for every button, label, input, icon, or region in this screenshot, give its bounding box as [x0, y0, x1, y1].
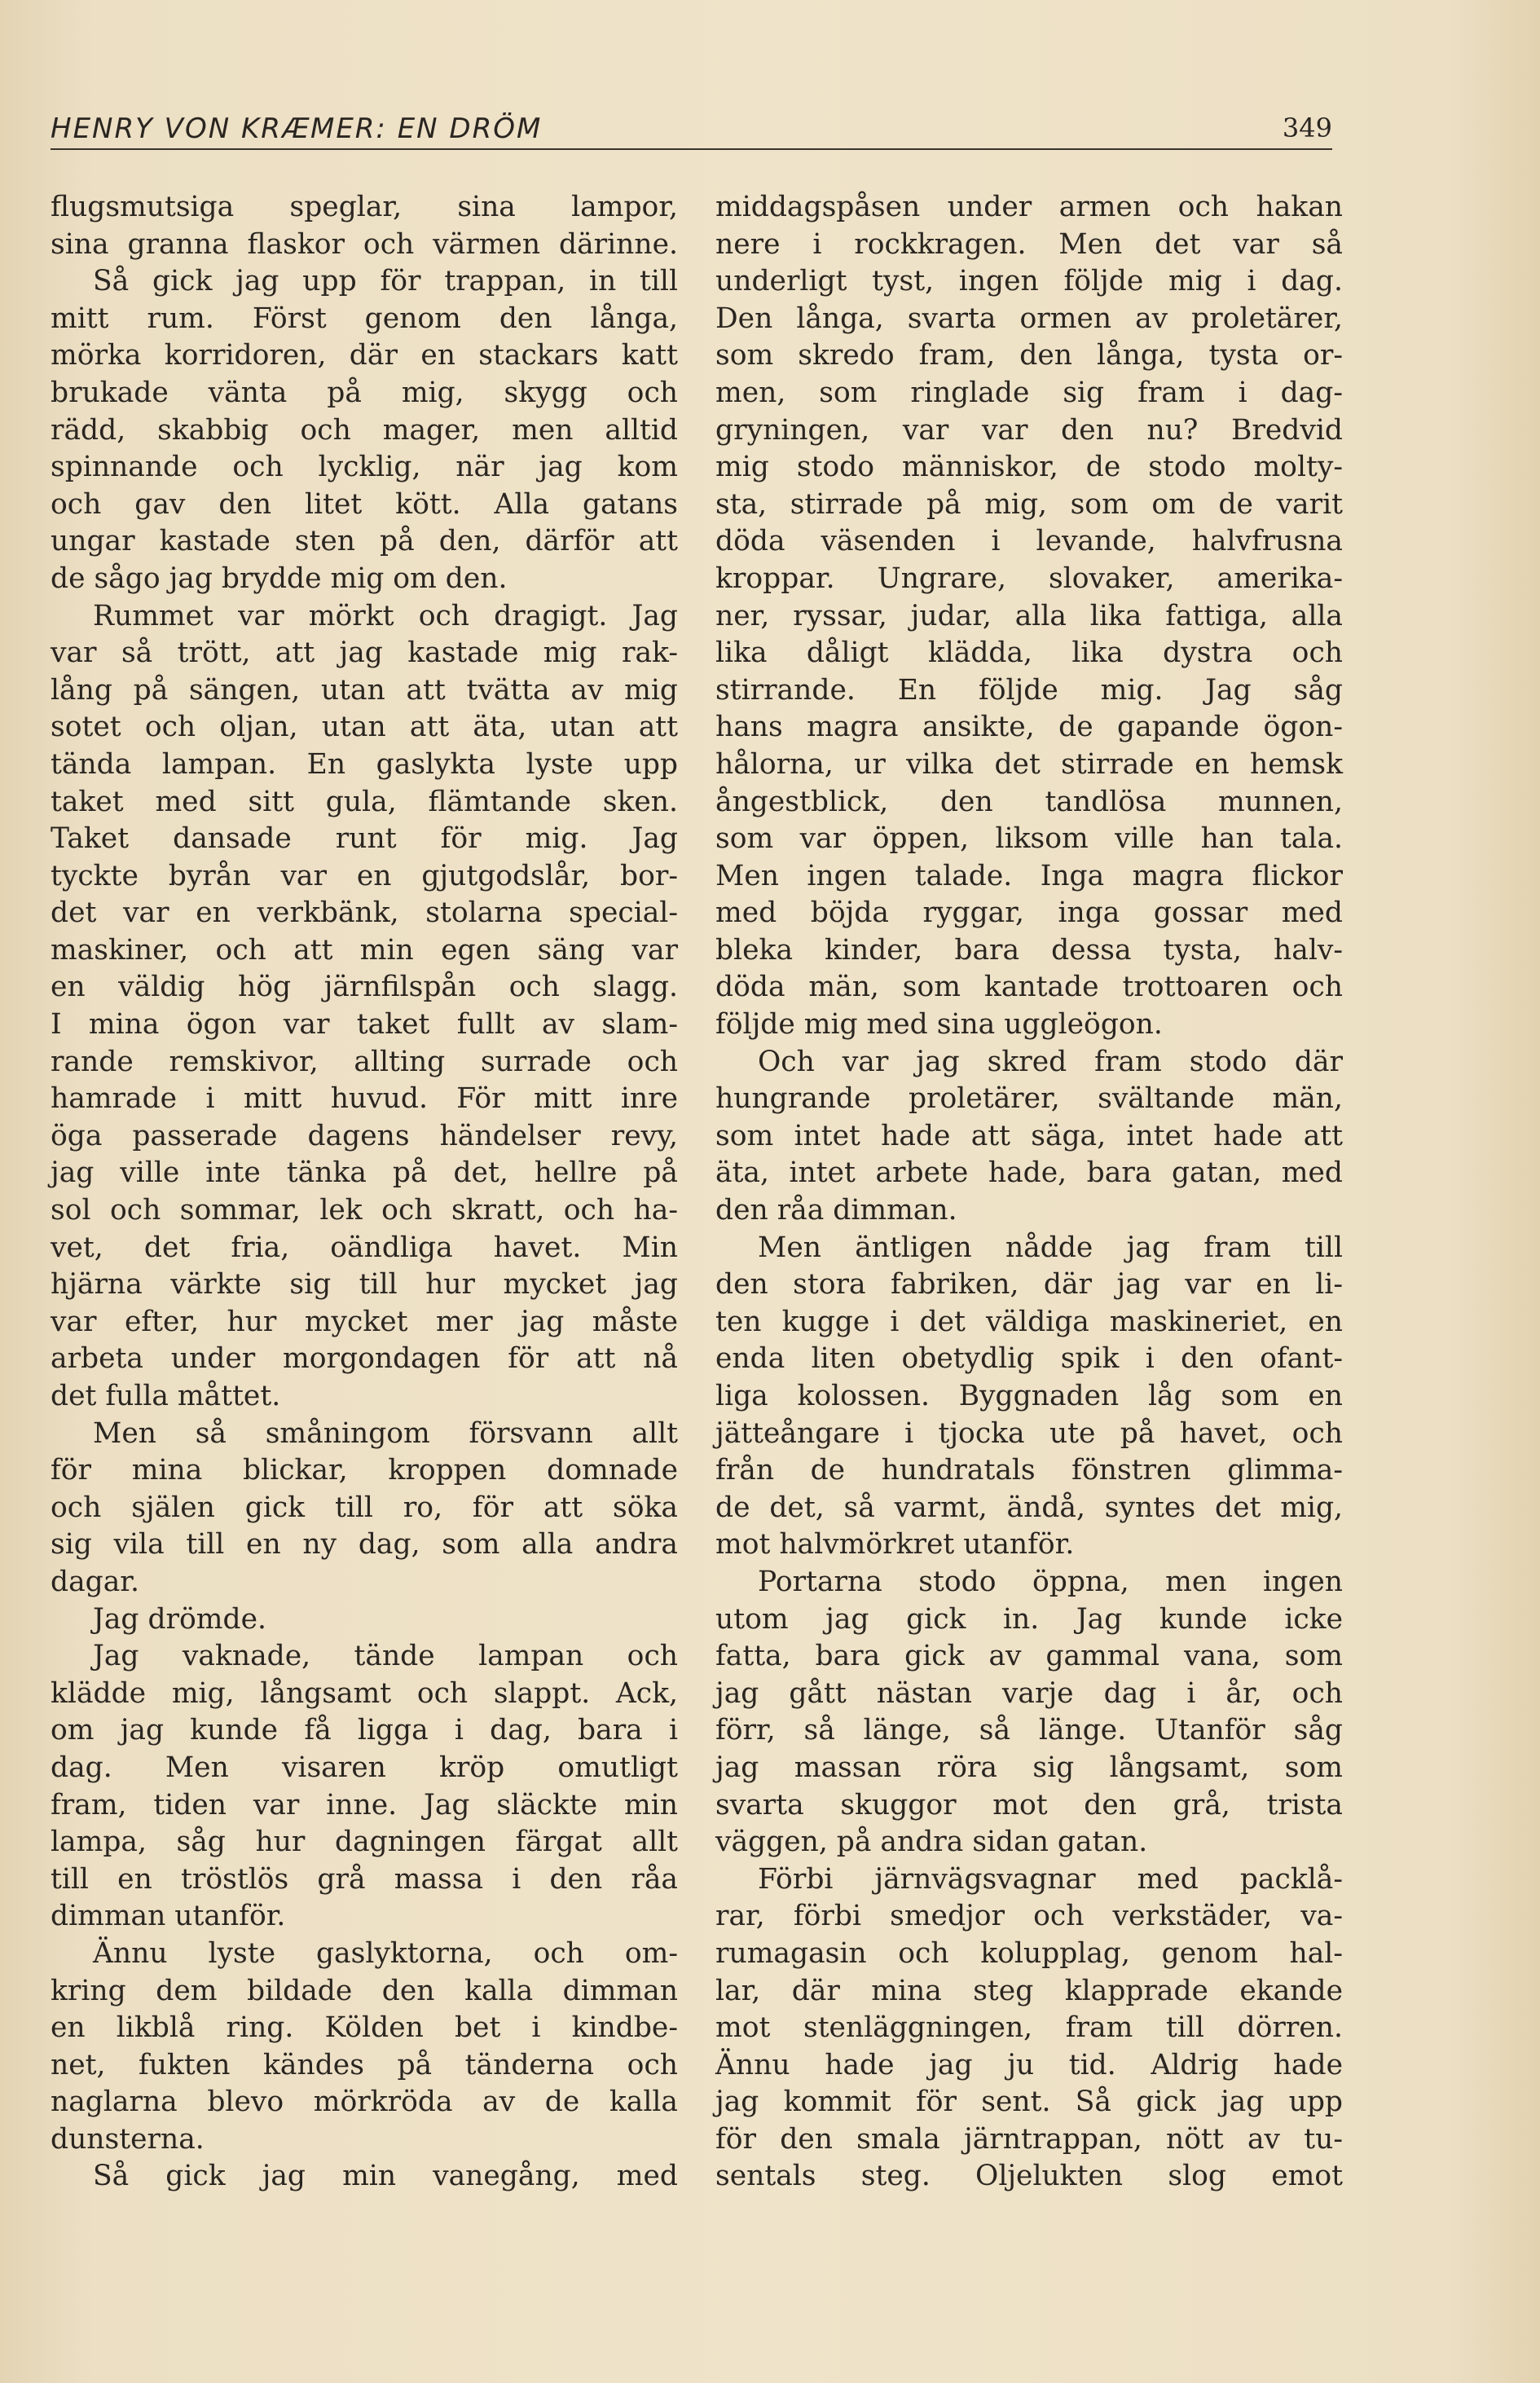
text-line: som intet hade att säga, intet hade att — [715, 1119, 1343, 1152]
text-line: mitt rum. Först genom den långa, — [51, 302, 678, 335]
text-line: döda väsenden i levande, halvfrusna — [715, 525, 1343, 558]
text-line: var efter, hur mycket mer jag måste — [51, 1305, 678, 1338]
text-line: svarta skuggor mot den grå, trista — [715, 1788, 1343, 1821]
text-line: en väldig hög järnfilspån och slagg. — [51, 971, 678, 1004]
text-line: dag. Men visaren kröp omutligt — [51, 1751, 678, 1784]
text-line: jag massan röra sig långsamt, som — [715, 1751, 1343, 1784]
text-line: och gav den litet kött. Alla gatans — [51, 487, 678, 521]
text-line: dimman utanför. — [51, 1900, 286, 1933]
text-line: underligt tyst, ingen följde mig i dag. — [715, 265, 1343, 298]
text-line: middagspåsen under armen och hakan — [715, 191, 1343, 223]
text-line: var så trött, att jag kastade mig rak- — [51, 636, 678, 670]
text-line: vet, det fria, oändliga havet. Min — [51, 1231, 678, 1264]
text-line: maskiner, och att min egen säng var — [51, 933, 678, 967]
text-line: spinnande och lycklig, när jag kom — [51, 451, 678, 484]
text-line: hungrande proletärer, svältande män, — [715, 1082, 1343, 1116]
text-line: om jag kunde få ligga i dag, bara i — [51, 1714, 678, 1747]
text-line: Portarna stodo öppna, men ingen — [758, 1565, 1343, 1598]
text-line: liga kolossen. Byggnaden låg som en — [715, 1380, 1343, 1412]
text-line: taket med sitt gula, flämtande sken. — [51, 785, 678, 818]
text-line: sig vila till en ny dag, som alla andra — [51, 1528, 678, 1562]
text-line: rande remskivor, allting surrade och — [51, 1045, 678, 1078]
text-line: hålorna, ur vilka det stirrade en hemsk — [715, 747, 1343, 781]
text-line: lar, där mina steg klapprade ekande — [715, 1974, 1343, 2007]
text-line: de det, så varmt, ändå, syntes det mig, — [715, 1491, 1343, 1524]
text-line: arbeta under morgondagen för att nå — [51, 1342, 678, 1376]
text-line: Men äntligen nådde jag fram till — [758, 1231, 1343, 1264]
text-line: I mina ögon var taket fullt av slam- — [51, 1008, 678, 1042]
text-line: den stora fabriken, där jag var en li- — [715, 1268, 1343, 1302]
text-line: mörka korridoren, där en stackars katt — [51, 339, 678, 372]
text-line: från de hundratals fönstren glimma- — [715, 1454, 1343, 1487]
text-line: kring dem bildade den kalla dimman — [51, 1974, 678, 2007]
text-line: hjärna värkte sig till hur mycket jag — [51, 1268, 678, 1302]
text-line: fram, tiden var inne. Jag släckte min — [51, 1788, 678, 1821]
text-line: kroppar. Ungrare, slovaker, amerika- — [715, 562, 1343, 595]
text-line: äta, intet arbete hade, bara gatan, med — [715, 1156, 1343, 1190]
text-line: mig stodo människor, de stodo molty- — [715, 451, 1343, 484]
text-line: det fulla måttet. — [51, 1380, 281, 1412]
text-line: jag ville inte tänka på det, hellre på — [51, 1156, 678, 1190]
text-line: döda män, som kantade trottoaren och — [715, 971, 1343, 1004]
text-line: dagar. — [51, 1565, 139, 1598]
page-number: 349 — [1282, 112, 1332, 143]
text-line: sta, stirrade på mig, som om de varit — [715, 487, 1343, 521]
text-line: ångestblick, den tandlösa munnen, — [715, 785, 1343, 818]
text-line: ner, ryssar, judar, alla lika fattiga, alla — [715, 599, 1343, 632]
text-line: brukade vänta på mig, skygg och — [51, 376, 678, 409]
text-line: sina granna flaskor och värmen därinne. — [51, 227, 678, 261]
text-line: hamrade i mitt huvud. För mitt inre — [51, 1082, 678, 1116]
text-line: gryningen, var var den nu? Bredvid — [715, 413, 1343, 447]
text-line: flugsmutsiga speglar, sina lampor, — [51, 191, 678, 223]
text-line: men, som ringlade sig fram i dag- — [715, 376, 1343, 409]
text-line: jag kommit för sent. Så gick jag upp — [715, 2086, 1343, 2119]
text-line: med böjda ryggar, inga gossar med — [715, 896, 1343, 930]
running-header — [51, 108, 1332, 150]
text-line: följde mig med sina uggleögon. — [715, 1008, 1163, 1042]
text-line: sotet och oljan, utan att äta, utan att — [51, 711, 678, 744]
text-line: rädd, skabbig och mager, men alltid — [51, 413, 678, 447]
text-line: mot halvmörkret utanför. — [715, 1528, 1075, 1562]
text-line: lika dåligt klädda, lika dystra och — [715, 636, 1343, 670]
text-line: fatta, bara gick av gammal vana, som — [715, 1640, 1343, 1673]
text-line: den råa dimman. — [715, 1194, 957, 1227]
text-line: Jag vaknade, tände lampan och — [93, 1640, 678, 1673]
text-line: sol och sommar, lek och skratt, och ha- — [51, 1194, 678, 1227]
text-line: lång på sängen, utan att tvätta av mig — [51, 673, 678, 707]
text-line: rar, förbi smedjor och verkstäder, va- — [715, 1900, 1343, 1933]
text-line: för den smala järntrappan, nött av tu- — [715, 2122, 1343, 2156]
text-line: Så gick jag min vanegång, med — [93, 2160, 678, 2193]
text-line: net, fukten kändes på tänderna och — [51, 2048, 678, 2081]
text-line: utom jag gick in. Jag kunde icke — [715, 1602, 1343, 1636]
text-line: Så gick jag upp för trappan, in till — [93, 265, 678, 298]
text-line: till en tröstlös grå massa i den råa — [51, 1862, 678, 1896]
running-title: HENRY VON KRÆMER: EN DRÖM — [51, 112, 543, 145]
text-line: naglarna blevo mörkröda av de kalla — [51, 2086, 678, 2119]
text-line: de sågo jag brydde mig om den. — [51, 562, 508, 595]
text-line: sentals steg. Oljelukten slog emot — [715, 2160, 1343, 2193]
text-line: Förbi järnvägsvagnar med packlå- — [758, 1862, 1343, 1896]
text-line: väggen, på andra sidan gatan. — [715, 1826, 1148, 1859]
text-line: mot stenläggningen, fram till dörren. — [715, 2011, 1343, 2045]
text-line: tyckte byrån var en gjutgodslår, bor- — [51, 859, 678, 892]
text-line: Den långa, svarta ormen av proletärer, — [715, 302, 1343, 335]
text-line: som var öppen, liksom ville han tala. — [715, 822, 1343, 856]
text-line: ten kugge i det väldiga maskineriet, en — [715, 1305, 1343, 1338]
text-line: Taket dansade runt för mig. Jag — [51, 822, 678, 856]
left-text-column — [51, 189, 678, 2196]
text-line: Men så småningom försvann allt — [93, 1416, 678, 1450]
text-line: Rummet var mörkt och dragigt. Jag — [93, 599, 678, 632]
text-line: rumagasin och kolupplag, genom hal- — [715, 1936, 1343, 1970]
text-line: jätteångare i tjocka ute på havet, och — [715, 1416, 1343, 1450]
text-line: en likblå ring. Kölden bet i kindbe- — [51, 2011, 678, 2045]
text-line: förr, så länge, så länge. Utanför såg — [715, 1714, 1343, 1747]
text-line: för mina blickar, kroppen domnade — [51, 1454, 678, 1487]
text-line: Ännu lyste gaslyktorna, och om- — [93, 1936, 678, 1970]
text-line: och själen gick till ro, för att söka — [51, 1491, 678, 1524]
text-line: Och var jag skred fram stodo där — [758, 1045, 1343, 1078]
text-line: dunsterna. — [51, 2122, 205, 2156]
right-text-column — [715, 189, 1343, 2196]
text-line: nere i rockkragen. Men det var så — [715, 227, 1343, 261]
text-line: ungar kastade sten på den, därför att — [51, 525, 678, 558]
text-line: som skredo fram, den långa, tysta or- — [715, 339, 1343, 372]
text-line: öga passerade dagens händelser revy, — [51, 1119, 678, 1152]
text-line: Men ingen talade. Inga magra flickor — [715, 859, 1343, 892]
text-line: klädde mig, långsamt och slappt. Ack, — [51, 1676, 678, 1710]
text-line: stirrande. En följde mig. Jag såg — [715, 673, 1343, 707]
text-line: tända lampan. En gaslykta lyste upp — [51, 747, 678, 781]
text-line: Ännu hade jag ju tid. Aldrig hade — [715, 2048, 1343, 2081]
text-line: jag gått nästan varje dag i år, och — [715, 1676, 1343, 1710]
text-line: det var en verkbänk, stolarna special- — [51, 896, 678, 930]
text-line: lampa, såg hur dagningen färgat allt — [51, 1826, 678, 1859]
text-line: bleka kinder, bara dessa tysta, halv- — [715, 933, 1343, 967]
text-line: Jag drömde. — [93, 1602, 266, 1636]
text-line: enda liten obetydlig spik i den ofant- — [715, 1342, 1343, 1376]
text-line: hans magra ansikte, de gapande ögon- — [715, 711, 1343, 744]
